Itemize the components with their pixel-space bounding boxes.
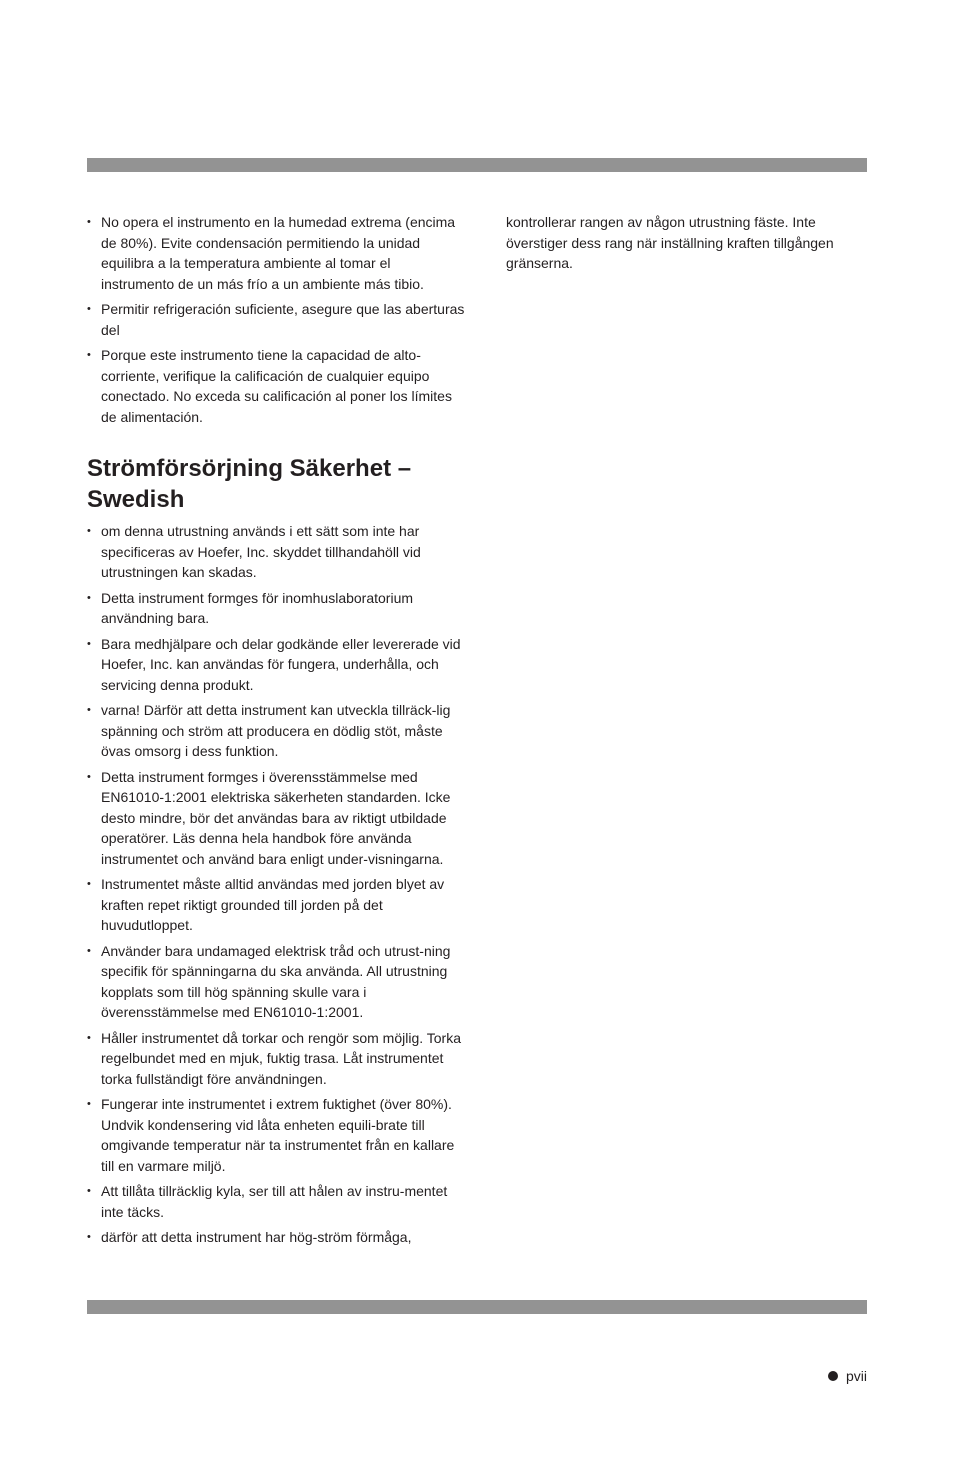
page-number: pvii [845,1368,867,1384]
list-item: • Permitir refrigeración suficiente, asegure que las aberturas del [87,299,465,340]
list-item: • Instrumentet måste alltid användas med jorden blyet av kraften repet riktigt grounded till jorden på det huvudutloppet. [87,874,465,936]
list-item: • Använder bara undamaged elektrisk tråd och utrust-ning specifik för spänningarna du ska använda. All utrustning kopplats som till hög spänning skulle vara i överensstämmelse med EN61010-1:2001. [87,941,465,1023]
list-item: • Porque este instrumento tiene la capacidad de alto-corriente, verifique la calificación de cualquier equipo conectado. No exceda su calificación al poner los límites de alimentación. [87,345,465,427]
section-title: Strömförsörjning Säkerhet – Swedish [87,455,412,513]
list-item: • om denna utrustning används i ett sätt som inte har specificeras av Hoefer, Inc. skyddet tillhandahöll vid utrustningen kan skadas. [87,521,465,583]
list-item: • Att tillåta tillräcklig kyla, ser till att hålen av instru-mentet inte täcks. [87,1181,465,1222]
list-item: • Detta instrument formges för inomhuslaboratorium användning bara. [87,588,465,629]
list-item: • Håller instrumentet då torkar och rengör som möjlig. Torka regelbundet med en mjuk, fuktig trasa. Låt instrumentet torka fullständigt före användningen. [87,1028,465,1090]
list-item: • Detta instrument formges i överensstämmelse med EN61010-1:2001 elektriska säkerheten standarden. Icke desto mindre, bör det användas bara av riktigt utbildade operatörer. Läs denna hela handbok före använda instrumentet och använd bara enligt under-visningarna. [87,767,465,870]
left-column [87,212,465,1253]
list-item: • Bara medhjälpare och delar godkände eller levererade vid Hoefer, Inc. kan användas för fungera, underhålla, och servicing denna produkt. [87,634,465,696]
header-bar [87,158,867,172]
list-item: • Fungerar inte instrumentet i extrem fuktighet (över 80%). Undvik kondensering vid låta enheten equili-brate till omgivande temperatur när ta instrumentet från en kallare till en varmare miljö. [87,1094,465,1176]
bullet-dot-icon [828,1371,838,1381]
continuation-paragraph: kontrollerar rangen av någon utrustning fäste. Inte överstiger dess rang när inställning kraften tillgången gränserna. [506,214,834,271]
page-footer [828,1368,867,1384]
spanish-bullet-list [87,212,465,427]
swedish-bullet-list [87,521,465,1248]
footer-bar [87,1300,867,1314]
right-column [506,212,868,274]
list-item: • varna! Därför att detta instrument kan utveckla tillräck-lig spänning och ström att producera en dödlig stöt, måste övas omsorg i dess funktion. [87,700,465,762]
list-item: • därför att detta instrument har hög-ström förmåga, [87,1227,465,1248]
list-item: • No opera el instrumento en la humedad extrema (encima de 80%). Evite condensación permitiendo la unidad equilibra a la temperatura ambiente al tomar el instrumento de un más frío a un ambiente más tibio. [87,212,465,294]
